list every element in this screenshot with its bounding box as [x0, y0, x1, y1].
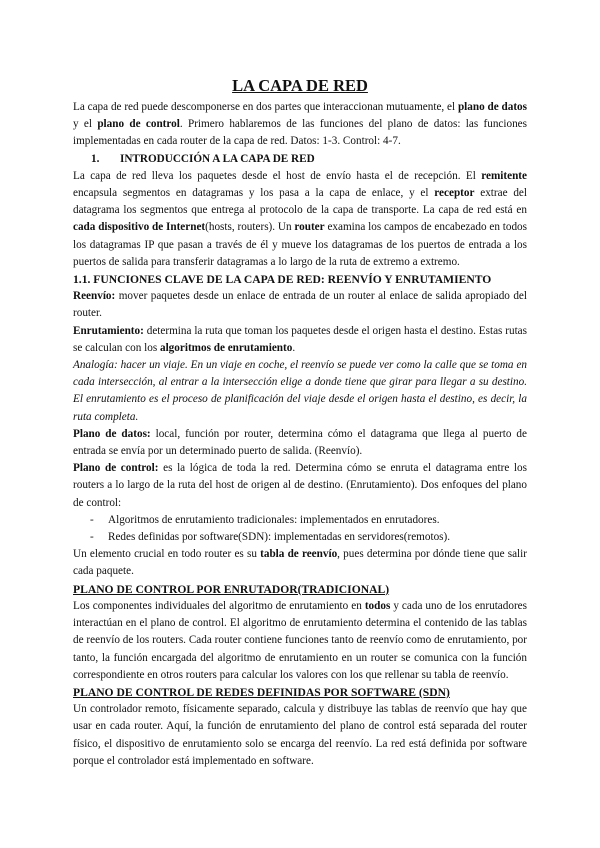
- section-1-text: La capa de red lleva los paquetes desde el host de envío hasta el de recepción. El: [73, 169, 482, 182]
- page-title: LA CAPA DE RED: [232, 76, 368, 95]
- section-1-number: 1.: [91, 152, 100, 165]
- section-1-text: encapsula segmentos en datagramas y los pasa a la capa de enlace, y el: [73, 187, 435, 200]
- intro-bold-plano-control: plano de control: [97, 118, 180, 131]
- tradicional-text: Los componentes individuales del algoritmo de enrutamiento en: [73, 599, 365, 612]
- intro-text: . Primero hablaremos de las funciones del plano de datos: las funciones implementadas en cada router de la capa de red. Datos: 1-3. Control: 4-7.: [73, 118, 527, 148]
- section-1-text: extrae del datagrama los segmentos que entrega al protocolo de la capa de transporte. La capa de red está en: [73, 187, 527, 217]
- enrutamiento-text: .: [292, 341, 296, 354]
- plano-datos-text: local, función por router, determina cómo el datagrama que llega al puerto de entrada se envía por un determinado puerto de salida. (Reenvío).: [73, 427, 527, 458]
- list-item: - Algoritmos de enrutamiento tradicionales: implementados en enrutadores.: [90, 512, 527, 529]
- section-1-text: (hosts, routers). Un: [205, 221, 295, 234]
- plano-control-paragraph: [73, 460, 527, 512]
- plano-datos-label: Plano de datos:: [73, 427, 151, 440]
- tradicional-paragraph: [73, 598, 527, 684]
- intro-text: y el: [73, 118, 98, 131]
- enrutamiento-text: determina la ruta que toman los paquetes desde el origen hasta el destino. Estas rutas se calculan con los: [73, 324, 527, 354]
- reenvio-label: Reenvío:: [73, 290, 116, 303]
- enfoques-list: [73, 512, 527, 546]
- bold-algoritmos: algoritmos de enrutamiento: [159, 341, 293, 354]
- section-1-title: INTRODUCCIÓN A LA CAPA DE RED: [120, 152, 315, 165]
- intro-text: La capa de red puede descomponerse en dos partes que interaccionan mutuamente, el: [73, 101, 458, 113]
- bold-todos: todos: [364, 599, 391, 612]
- bold-tabla-reenvio: tabla de reenvío: [260, 548, 338, 561]
- list-item: - Redes definidas por software(SDN): implementadas en servidores(remotos).: [90, 529, 527, 546]
- plano-control-text: es la lógica de toda la red. Determina cómo se enruta el datagrama entre los routers a lo largo de la ruta del host de origen al de destino. (Enrutamiento). Dos enfoques del plano de control:: [73, 462, 527, 509]
- tabla-reenvio-paragraph: [73, 546, 527, 580]
- plano-datos-paragraph: [73, 426, 527, 460]
- analogia-paragraph: Analogía: hacer un viaje. En un viaje en coche, el reenvío se puede ver como la calle que se toma en cada intersección, al entrar a la intersección elige a donde tiene que girar para llegar a su destino. El enrutamiento es el proceso de planificación del viaje desde el origen hasta el destino, es decir, la ruta completa.: [73, 359, 527, 423]
- tabla-text: , pues determina por dónde tiene que salir cada paquete.: [73, 548, 527, 578]
- tradicional-heading: PLANO DE CONTROL POR ENRUTADOR(TRADICIONAL): [73, 582, 390, 596]
- document-body: [73, 76, 527, 770]
- section-1-heading: [73, 151, 527, 168]
- section-1-1-heading: 1.1. FUNCIONES CLAVE DE LA CAPA DE RED: REENVÍO Y ENRUTAMIENTO: [73, 273, 492, 287]
- bold-receptor: receptor: [434, 187, 475, 200]
- intro-paragraph: [73, 99, 527, 151]
- enrutamiento-label: Enrutamiento:: [73, 324, 144, 337]
- tabla-text: Un elemento crucial en todo router es su: [73, 548, 261, 561]
- intro-bold-plano-datos: plano de datos: [457, 101, 528, 113]
- tradicional-text: y cada uno de los enrutadores interactúan en el plano de control. El algoritmo de enrutamiento determina el contenido de las tablas de reenvío de los routers. Cada router contiene funciones tanto de reenvío como de enrutamiento, por tanto, la función encargada del algoritmo de enrutamiento en un router se comunica con la función correspondiente en otros routers para calcular los valores con los que rellenar su tabla de reenvío.: [73, 599, 527, 681]
- reenvio-text: mover paquetes desde un enlace de entrada de un router al enlace de salida apropiado del router.: [73, 290, 527, 320]
- bold-router: router: [294, 221, 325, 234]
- section-1-paragraph: [73, 168, 527, 271]
- enrutamiento-paragraph: [73, 323, 527, 357]
- bold-dispositivo: cada dispositivo de Internet: [73, 221, 206, 234]
- sdn-paragraph: Un controlador remoto, físicamente separado, calcula y distribuye las tablas de reenvío que hay que usar en cada router. Aquí, la función de enrutamiento del plano de control está separada del router físico, el dispositivo de enrutamiento solo se encarga del reenvío. La red está definida por software porque el controlador está implementado en software.: [73, 703, 527, 767]
- sdn-heading: PLANO DE CONTROL DE REDES DEFINIDAS POR SOFTWARE (SDN): [73, 685, 450, 699]
- bold-remitente: remitente: [481, 169, 527, 182]
- plano-control-label: Plano de control:: [73, 462, 159, 475]
- reenvio-paragraph: [73, 288, 527, 322]
- section-1-text: examina los campos de encabezado en todos los datagramas IP que pasan a través de él y mueve los datagramas de los puertos de entrada a los puertos de salida para transferir datagramas a lo largo de la ruta de extremo a extremo.: [73, 221, 527, 268]
